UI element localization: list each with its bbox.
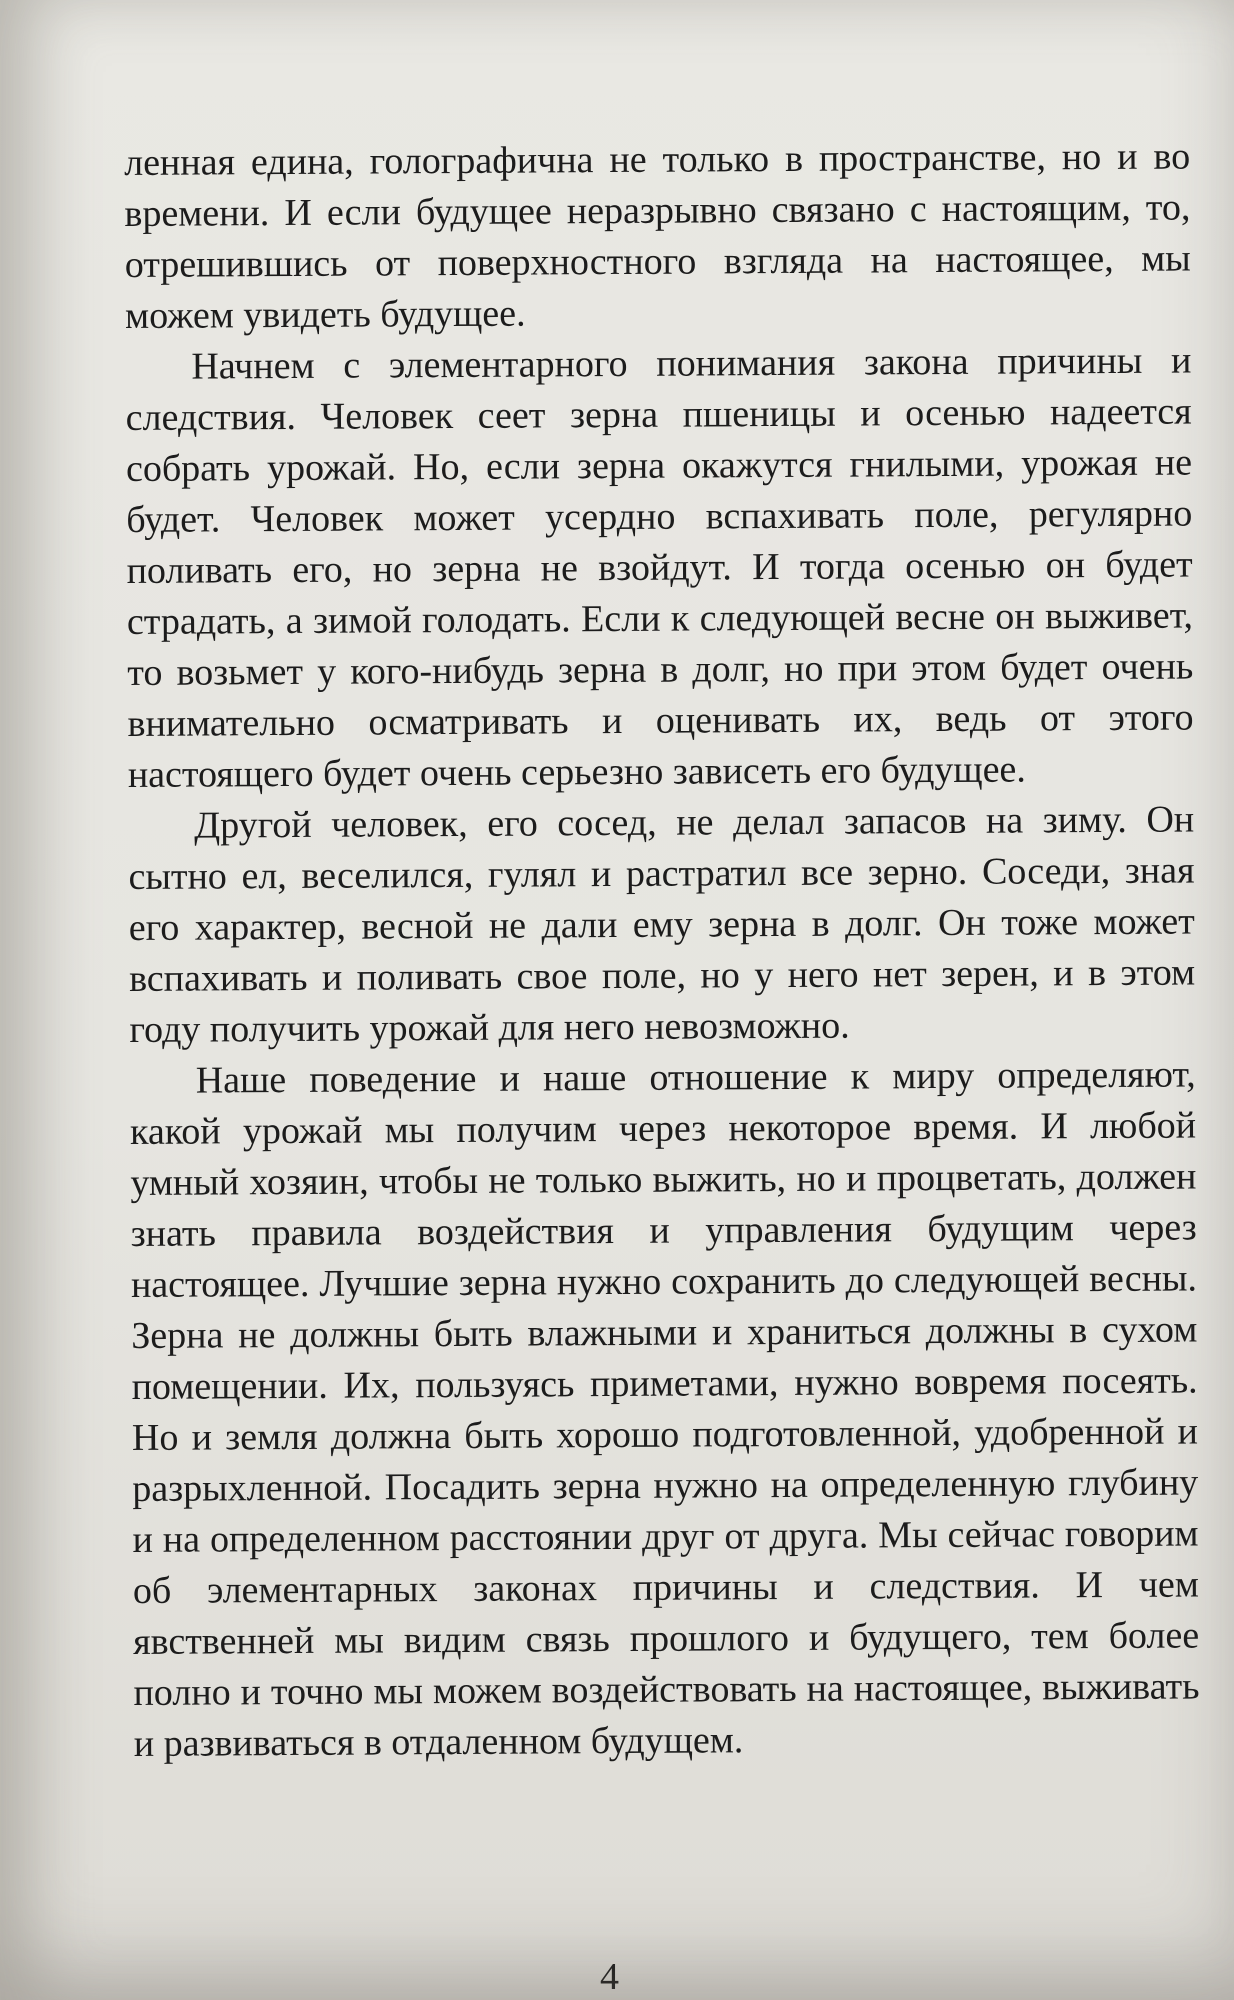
paragraph-3: Другой человек, его сосед, не делал запасов на зиму. Он сытно ел, веселился, гулял и растратил все зерно. Соседи, зная его характер, весной не дали ему зерна в долг. Он тоже может вспахивать и поливать свое поле, но у него нет зерен, и в этом году получить урожай для него невозможно. <box>128 798 1196 1051</box>
paragraph-4: Наше поведение и наше отношение к миру определяют, какой урожай мы получим через некоторое время. И любой умный хозяин, чтобы не только выжить, но и процветать, должен знать правила воздействия и управления будущим через настоящее. Лучшие зерна нужно сохранить до следующей весны. Зерна не должны быть влажными и храниться должны в сухом помещении. Их, пользуясь приметами, нужно вовремя посеять. Но и земля должна быть хорошо подготовленной, удобренной и разрыхленной. Посадить зерна нужно на определенную глубину и на определенном расстоянии друг от друга. Мы сейчас говорим об элементарных законах причины и следствия. И чем явственней мы видим связь прошлого и будущего, тем более полно и точно мы можем воздействовать на настоящее, выживать и развиваться в отдаленном будущем. <box>129 1053 1200 1765</box>
paragraph-1: ленная едина, голографична не только в пространстве, но и во времени. И если будущее неразрывно связано с настоящим, то, отрешившись от поверхностного взгляда на настоящее, мы можем увидеть будущее. <box>124 135 1191 337</box>
page-number: 4 <box>600 1956 619 1998</box>
body-text <box>124 131 1200 1769</box>
paragraph-2: Начнем с элементарного понимания закона причины и следствия. Человек сеет зерна пшеницы и осенью надеется собрать урожай. Но, если зерна окажутся гнилыми, урожая не будет. Человек может усердно вспахивать поле, регулярно поливать его, но зерна не взойдут. И тогда осенью он будет страдать, а зимой голодать. Если к следующей весне он выживет, то возьмет у кого-нибудь зерна в долг, но при этом будет очень внимательно осматривать и оценивать их, ведь от этого настоящего будет очень серьезно зависеть его будущее. <box>125 339 1194 796</box>
